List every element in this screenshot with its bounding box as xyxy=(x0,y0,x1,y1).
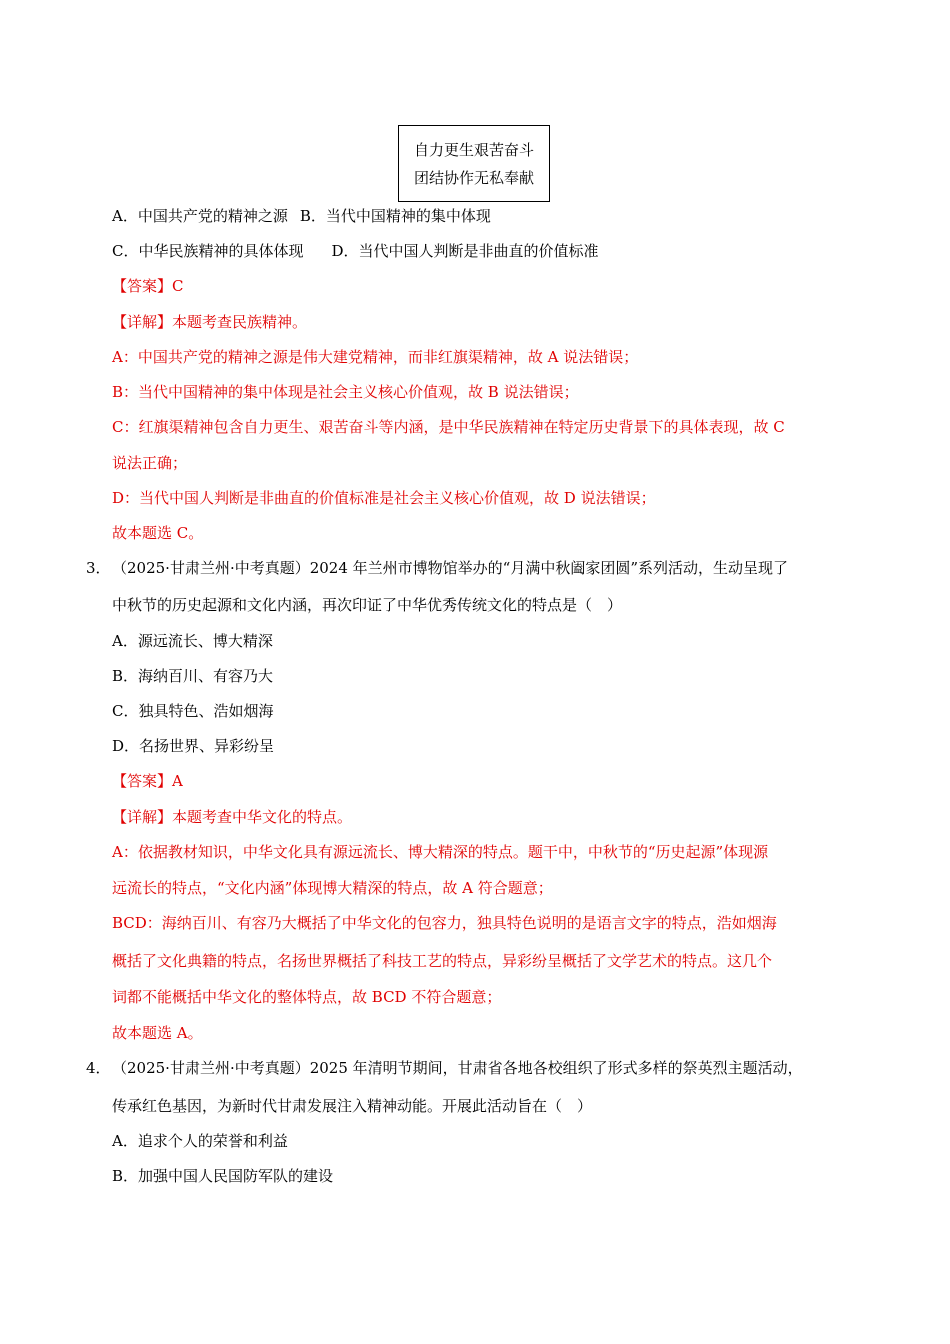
q3-number: 3． xyxy=(86,559,111,577)
q3-explanation-bcd: BCD：海纳百川、有容乃大概括了中华文化的包容力，独具特色说明的是语言文字的特点，浩如烟海 xyxy=(112,914,777,932)
q2-explanation-c-cont: 说法正确； xyxy=(112,454,188,472)
q2-option-b: B．当代中国精神的集中体现 xyxy=(299,207,491,225)
q3-option-a: A．源远流长、博大精深 xyxy=(112,632,273,650)
q3-stem-line-2: 中秋节的历史起源和文化内涵，再次印证了中华优秀传统文化的特点是（ ） xyxy=(112,596,623,614)
q3-conclusion: 故本题选 A。 xyxy=(112,1024,203,1042)
q3-answer: 【答案】A xyxy=(112,772,183,790)
q4-number: 4． xyxy=(86,1059,111,1077)
q2-explanation-d: D：当代中国人判断是非曲直的价值标准是社会主义核心价值观，故 D 说法错误； xyxy=(112,489,656,507)
q3-option-c: C．独具特色、浩如烟海 xyxy=(112,702,274,720)
q2-options-row-1 xyxy=(112,206,491,226)
q2-option-c: C．中华民族精神的具体体现 xyxy=(112,242,304,260)
q3-option-d: D．名扬世界、异彩纷呈 xyxy=(112,737,275,755)
q2-answer: 【答案】C xyxy=(112,277,184,295)
q2-option-a: A．中国共产党的精神之源 xyxy=(112,207,288,225)
q3-explanation-bcd-cont-1: 概括了文化典籍的特点，名扬世界概括了科技工艺的特点，异彩纷呈概括了文学艺术的特点。这几个 xyxy=(112,952,773,970)
q2-explanation-b: B：当代中国精神的集中体现是社会主义核心价值观，故 B 说法错误； xyxy=(112,383,579,401)
q3-option-b: B．海纳百川、有容乃大 xyxy=(112,667,274,685)
q3-detail: 【详解】本题考查中华文化的特点。 xyxy=(112,808,353,826)
q3-explanation-a-cont: 远流长的特点，“文化内涵”体现博大精深的特点，故 A 符合题意； xyxy=(112,879,553,897)
quote-line-1: 自力更生艰苦奋斗 xyxy=(413,141,534,159)
q4-stem-line-1: （2025·甘肃兰州·中考真题）2025 年清明节期间，甘肃省各地各校组织了形式多样的祭英烈主题活动， xyxy=(112,1059,803,1077)
q4-option-a: A．追求个人的荣誉和利益 xyxy=(112,1132,288,1150)
q2-option-d: D．当代中国人判断是非曲直的价值标准 xyxy=(331,242,599,260)
quote-line-2: 团结协作无私奉献 xyxy=(413,169,534,187)
q2-conclusion: 故本题选 C。 xyxy=(112,524,204,542)
q2-detail: 【详解】本题考查民族精神。 xyxy=(112,313,308,331)
q2-options-row-2 xyxy=(112,241,599,261)
q4-option-b: B．加强中国人民国防军队的建设 xyxy=(112,1167,334,1185)
q2-explanation-c: C：红旗渠精神包含自力更生、艰苦奋斗等内涵，是中华民族精神在特定历史背景下的具体表现，故 C xyxy=(112,418,785,436)
q2-explanation-a: A：中国共产党的精神之源是伟大建党精神，而非红旗渠精神，故 A 说法错误； xyxy=(112,348,639,366)
quote-box xyxy=(398,125,550,202)
q3-explanation-a: A：依据教材知识，中华文化具有源远流长、博大精深的特点。题干中，中秋节的“历史起源”体现源 xyxy=(112,843,769,861)
q4-stem-line-2: 传承红色基因，为新时代甘肃发展注入精神动能。开展此活动旨在（ ） xyxy=(112,1097,593,1115)
q3-stem-line-1: （2025·甘肃兰州·中考真题）2024 年兰州市博物馆举办的“月满中秋阖家团圆”系列活动，生动呈现了 xyxy=(112,559,788,577)
q3-explanation-bcd-cont-2: 词都不能概括中华文化的整体特点，故 BCD 不符合题意； xyxy=(112,988,502,1006)
